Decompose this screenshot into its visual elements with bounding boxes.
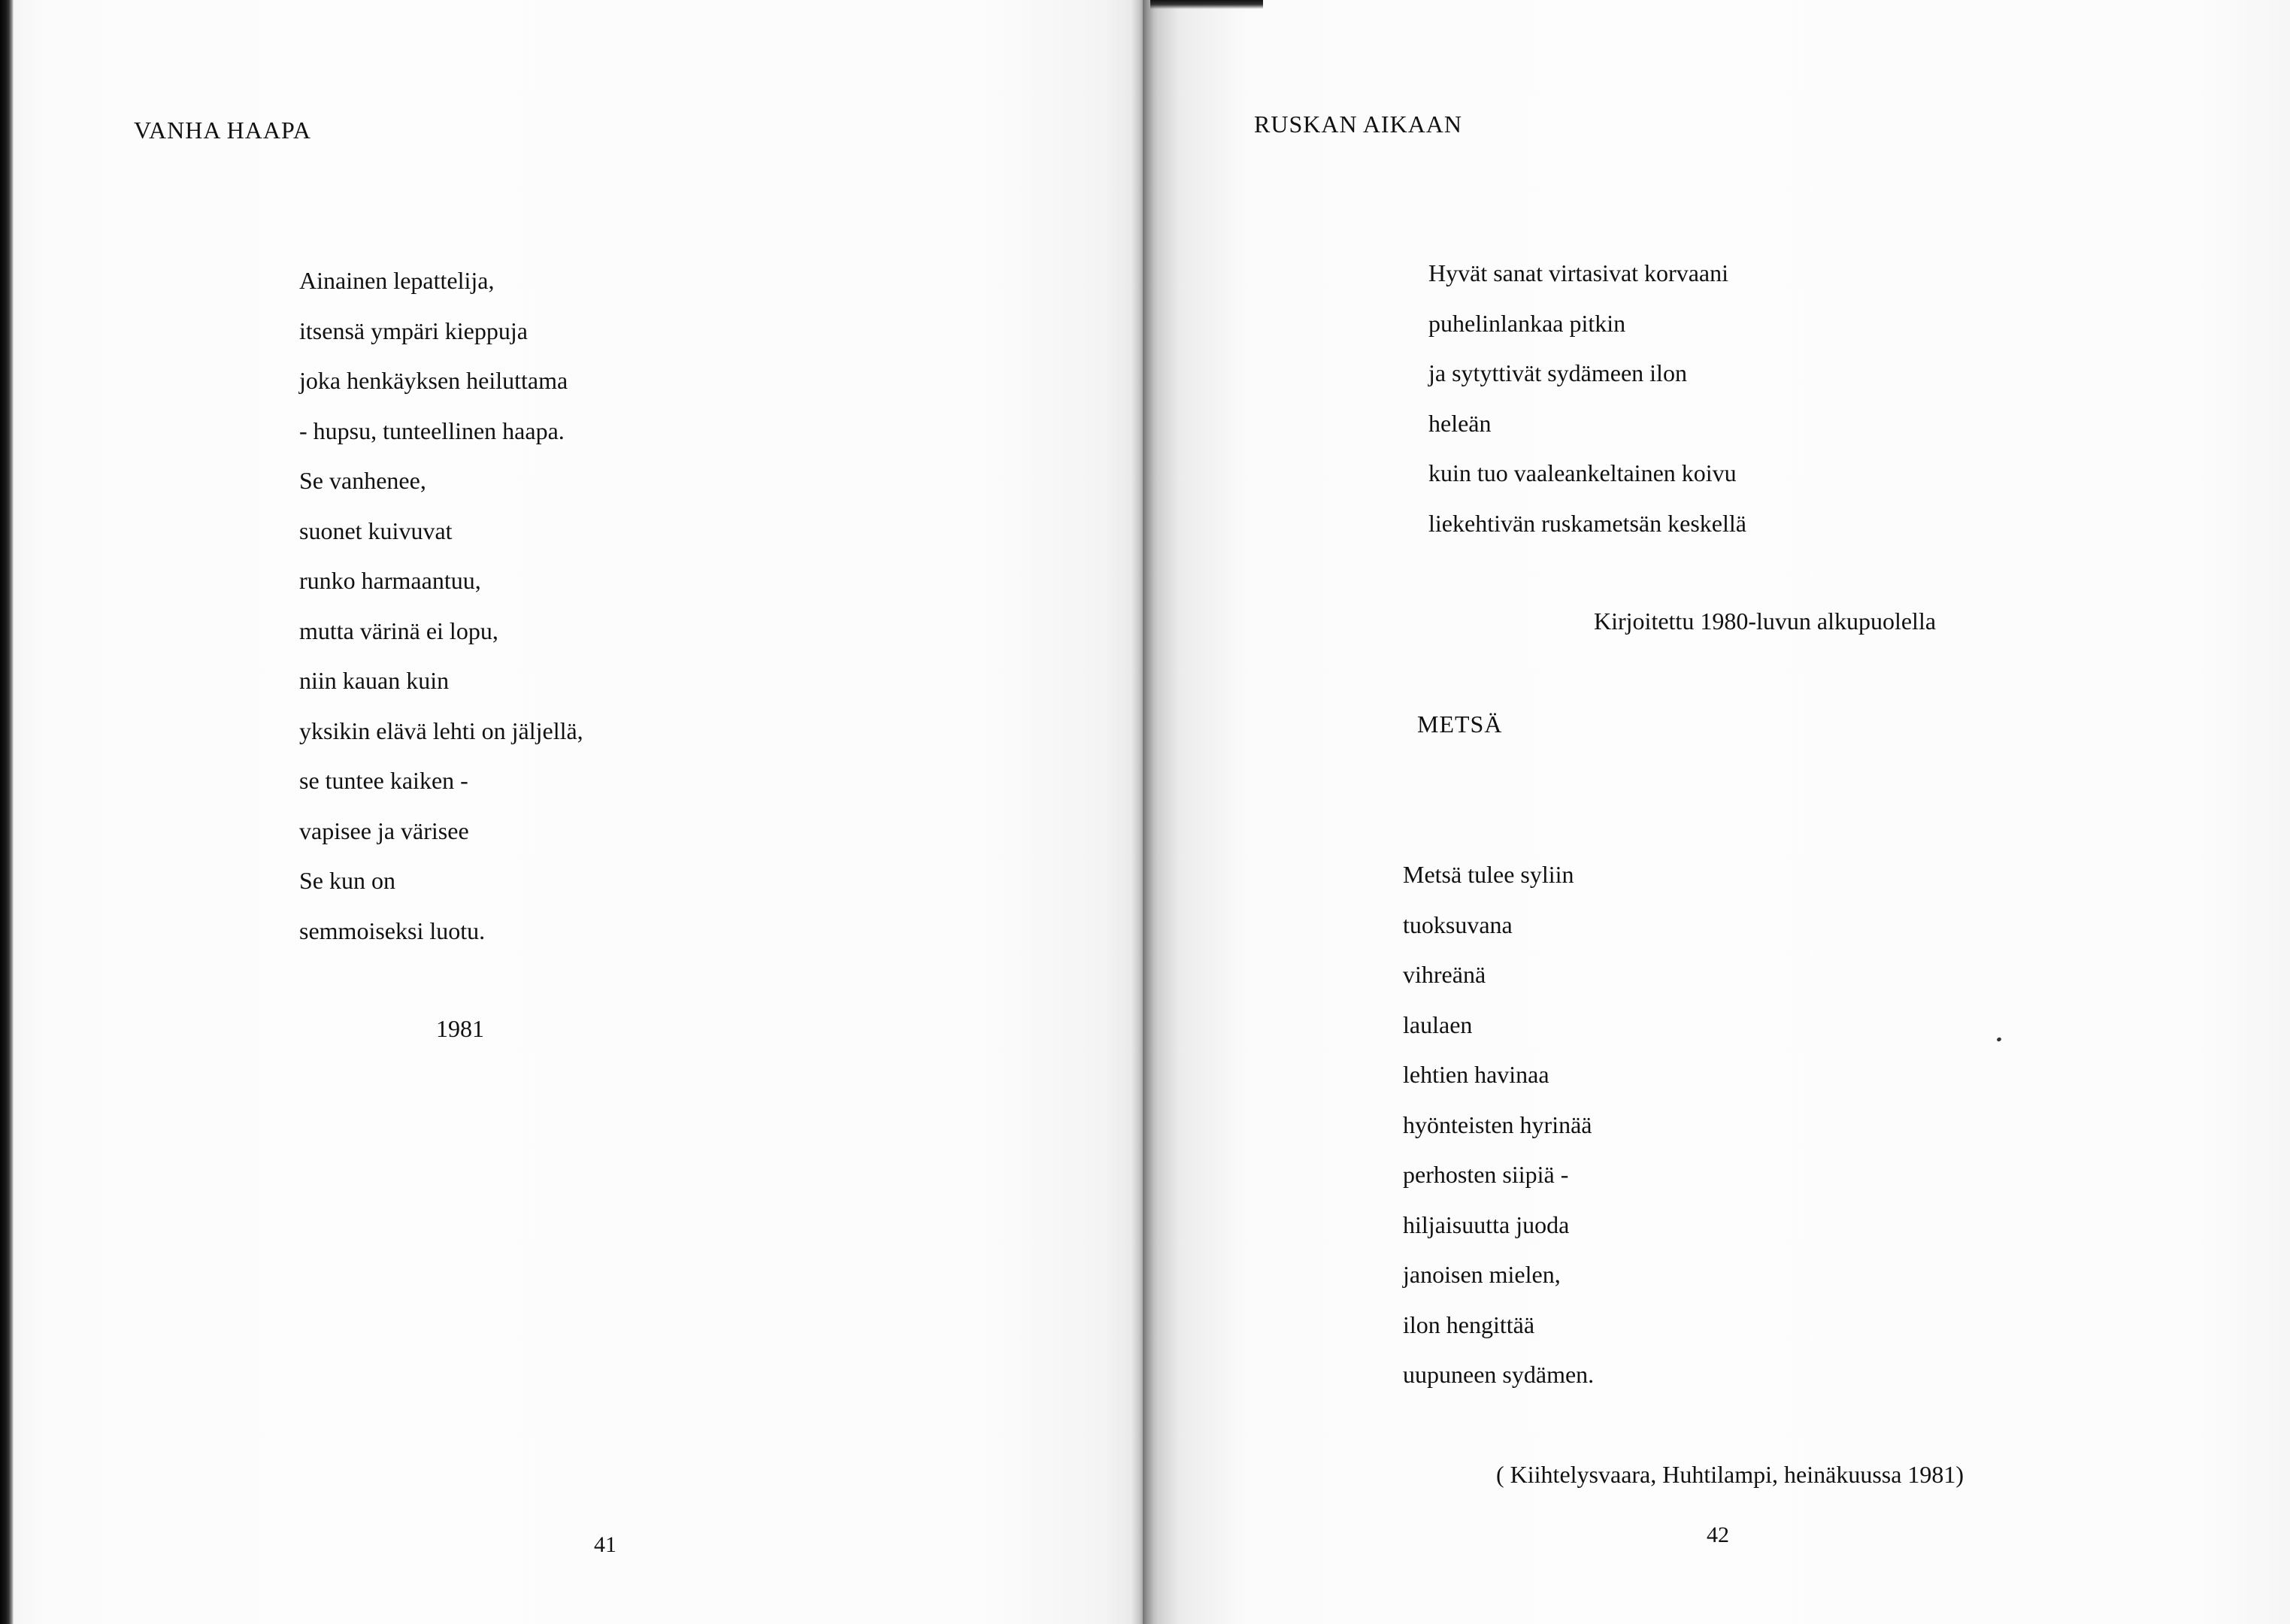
poem-line: puhelinlankaa pitkin	[1428, 309, 1626, 337]
poem-note: Kirjoitettu 1980-luvun alkupuolella	[1594, 607, 1937, 635]
poem-line: vihreänä	[1403, 961, 1486, 988]
poem-line: perhosten siipiä -	[1403, 1161, 1569, 1188]
page-number-right: 42	[1707, 1522, 1729, 1547]
poem-line: Se vanhenee,	[299, 467, 426, 494]
poem-line: ilon hengittää	[1403, 1310, 1535, 1338]
poem-line: - hupsu, tunteellinen haapa.	[299, 417, 565, 444]
poem-line: itsensä ympäri kieppuja	[299, 317, 528, 344]
poem-place-date: ( Kiihtelysvaara, Huhtilampi, heinäkuussa 1981)	[1496, 1461, 1964, 1488]
poem-title-ruskan-aikaan: RUSKAN AIKAAN	[1254, 111, 1463, 138]
scan-edge-mark	[1150, 0, 1263, 9]
poem-line: uupuneen sydämen.	[1403, 1361, 1595, 1388]
poem-line: yksikin elävä lehti on jäljellä,	[299, 717, 583, 744]
poem-line: Metsä tulee syliin	[1403, 861, 1574, 888]
left-page	[0, 0, 1143, 1624]
poem-line: mutta värinä ei lopu,	[299, 617, 498, 644]
poem-line: vapisee ja värisee	[299, 817, 469, 844]
poem-line: Hyvät sanat virtasivat korvaani	[1428, 259, 1728, 286]
poem-title-metsa: METSÄ	[1417, 710, 1503, 738]
poem-line: niin kauan kuin	[299, 667, 450, 694]
poem-line: joka henkäyksen heiluttama	[299, 367, 568, 394]
poem-line: hiljaisuutta juoda	[1403, 1210, 1570, 1238]
poem-line: ja sytyttivät sydämeen ilon	[1428, 359, 1687, 386]
poem-ruskan-aikaan	[1428, 248, 1746, 548]
poem-line: se tuntee kaiken -	[299, 767, 468, 794]
gutter-shadow	[1131, 0, 1154, 1624]
poem-line: laulaen	[1403, 1010, 1473, 1038]
book-edge	[0, 0, 14, 1624]
right-page	[1143, 0, 2290, 1624]
poem-line: Ainainen lepattelija,	[299, 267, 495, 294]
poem-line: lehtien havinaa	[1403, 1061, 1549, 1088]
poem-year: 1981	[436, 1015, 484, 1042]
poem-title-vanha-haapa: VANHA HAAPA	[134, 117, 311, 144]
poem-line: heleän	[1428, 409, 1492, 437]
poem-line: runko harmaantuu,	[299, 567, 481, 594]
poem-line: hyönteisten hyrinää	[1403, 1110, 1592, 1138]
poem-metsa	[1403, 850, 1594, 1400]
poem-vanha-haapa	[299, 256, 583, 956]
poem-line: Se kun on	[299, 867, 395, 894]
page-number-left: 41	[594, 1532, 616, 1557]
poem-line: kuin tuo vaaleankeltainen koivu	[1428, 459, 1737, 486]
poem-line: semmoiseksi luotu.	[299, 917, 486, 944]
poem-line: liekehtivän ruskametsän keskellä	[1428, 509, 1746, 537]
poem-line: janoisen mielen,	[1403, 1261, 1561, 1288]
poem-line: tuoksuvana	[1403, 910, 1513, 938]
poem-line: suonet kuivuvat	[299, 517, 453, 544]
